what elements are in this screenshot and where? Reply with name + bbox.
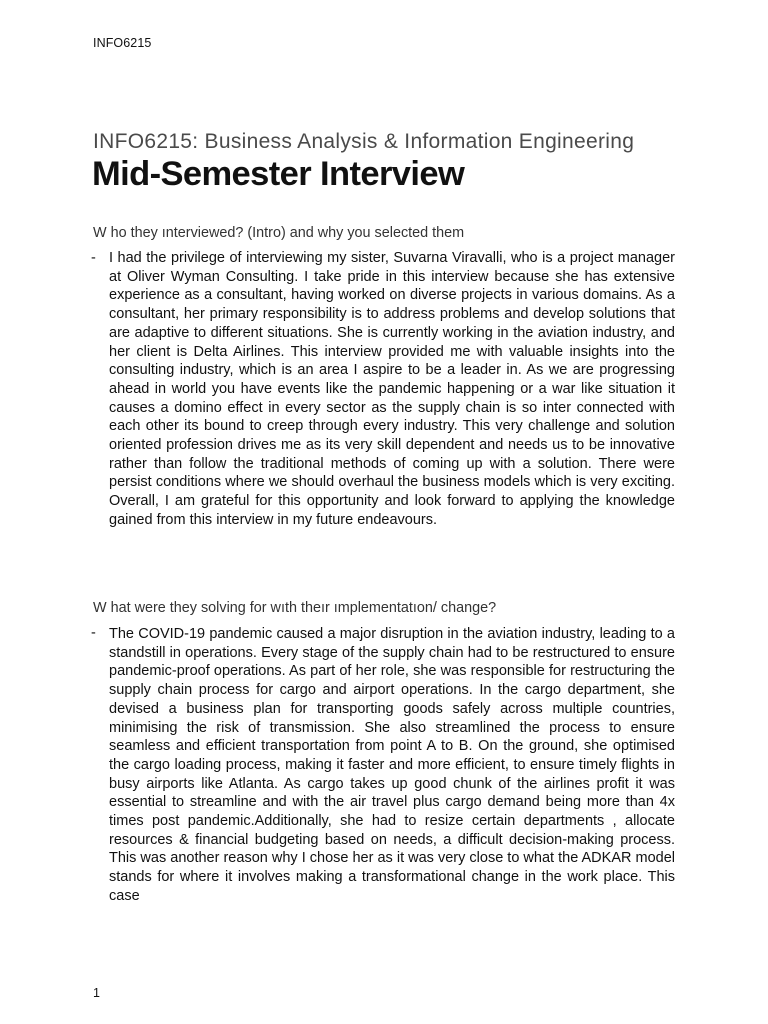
document-title: Mid-Semester Interview (92, 155, 465, 193)
section-paragraph-solving: The COVID-19 pandemic caused a major disruption in the aviation industry, leading to a standstill in operations. Every stage of the supply chain had to be restructured to ensure pandemic-proof operations. As part of her role, she was responsible for restructuring the supply chain process for cargo and airport operations. In the cargo department, she devised a business plan for transporting goods safely across multiple countries, minimising the risk of transmission. She also streamlined the process to ensure seamless and efficient transportation from point A to B. On the ground, she optimised the cargo loading process, making it faster and more efficient, to ensure timely flights in busy airports like Atlanta. As cargo takes up good chunk of the airlines profit it was essential to streamline and with the air travel plus cargo demand being more than 4x times post pandemic.Additionally, she had to resize certain departments , allocate resources & financial budgeting based on needs, a difficult decision-making process. This was another reason why I chose her as it was very close to what the ADKAR model stands for where it involves making a transformational change in the work place. This case (109, 626, 675, 904)
section-question-solving: W hat were they solving for wıth theır ımplementatıon/ change? (93, 600, 497, 616)
course-title: INFO6215: Business Analysis & Information Engineering (93, 130, 635, 153)
bullet-dash: - (91, 625, 96, 641)
header-course-code: INFO6215 (93, 36, 152, 50)
page-number: 1 (93, 986, 100, 1000)
bullet-dash: - (91, 250, 96, 266)
section-question-intro: W ho they ınterviewed? (Intro) and why you selected them (93, 225, 465, 241)
section-paragraph-intro: I had the privilege of interviewing my sister, Suvarna Viravalli, who is a project manager at Oliver Wyman Consulting. I take pride in this interview because she has extensive experience as a consultant, having worked on diverse projects in various domains. As a consultant, her primary responsibility is to address problems and develop solutions that are adaptive to different situations. She is currently working in the aviation industry, and her client is Delta Airlines. This interview provided me with valuable insights into the consulting industry, which is an area I aspire to be a leader in. As we are progressing ahead in world you have events like the pandemic happening or a war like situation it causes a domino effect in every sector as the supply chain is so inter connected with each other its bound to creep through every industry. This very challenge and solution oriented profession drives me as its very skill dependent and needs us to be innovative rather than follow the traditional methods of coming up with a solution. There were persist conditions where we should overhaul the business models which is very exciting. Overall, I am grateful for this opportunity and look forward to applying the knowledge gained from this interview in my future endeavours. (109, 250, 675, 528)
